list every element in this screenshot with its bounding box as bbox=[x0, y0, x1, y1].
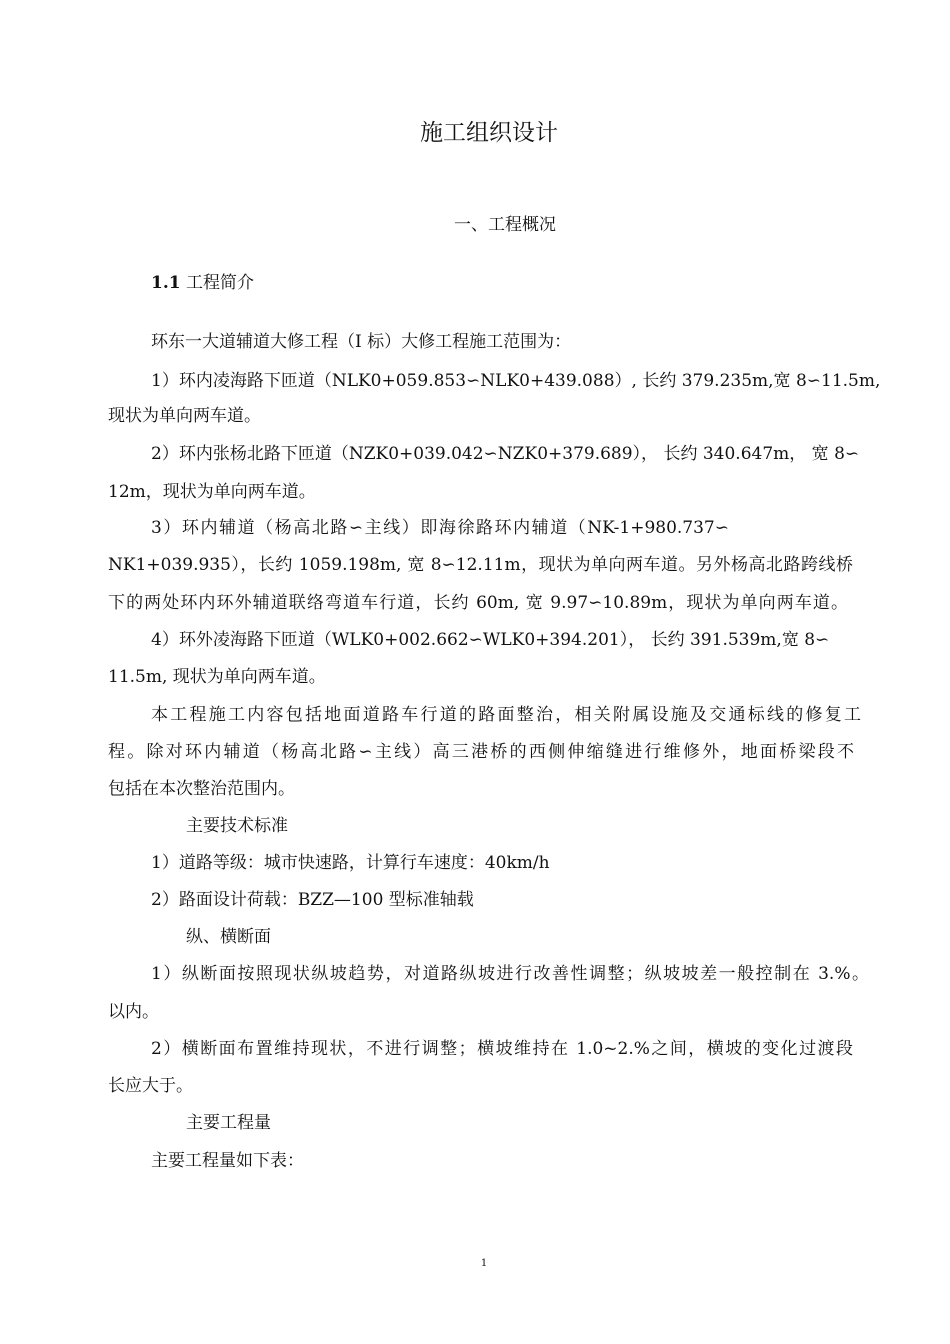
page-number: 1 bbox=[480, 1258, 488, 1269]
paragraph-line: 包括在本次整治范围内。 bbox=[108, 779, 295, 799]
paragraph-line: 11.5m, 现状为单向两车道。 bbox=[108, 667, 326, 687]
paragraph-line: 长应大于。 bbox=[108, 1076, 193, 1096]
paragraph-line: 1）道路等级：城市快速路，计算行车速度：40km/h bbox=[151, 853, 550, 873]
paragraph-line: 2）路面设计荷载：BZZ—100 型标准轴载 bbox=[151, 890, 474, 910]
paragraph-line: 现状为单向两车道。 bbox=[108, 406, 261, 426]
paragraph-line: 本工程施工内容包括地面道路车行道的路面整治，相关附属设施及交通标线的修复工 bbox=[151, 705, 861, 725]
paragraph-line: 12m，现状为单向两车道。 bbox=[108, 482, 316, 502]
document-title: 施工组织设计 bbox=[420, 120, 558, 146]
subsection-title: 工程简介 bbox=[185, 273, 254, 293]
paragraph-line: NK1+039.935），长约 1059.198m, 宽 8∽12.11m，现状为单向两车道。另外杨高北路跨线桥 bbox=[108, 555, 853, 575]
paragraph-line: 2）横断面布置维持现状，不进行调整；横坡维持在 1.0~2.%之间，横坡的变化过渡段 bbox=[151, 1039, 853, 1059]
paragraph-line: 程。除对环内辅道（杨高北路∽主线）高三港桥的西侧伸缩缝进行维修外，地面桥梁段不 bbox=[108, 742, 854, 762]
section-heading: 主要技术标准 bbox=[186, 816, 288, 836]
paragraph-line: 环东一大道辅道大修工程（I 标）大修工程施工范围为： bbox=[151, 332, 572, 352]
subsection-heading bbox=[151, 272, 254, 294]
paragraph-line: 4）环外凌海路下匝道（WLK0+002.662∽WLK0+394.201）， 长约 391.539m,宽 8∽ bbox=[151, 630, 830, 650]
section-heading: 主要工程量 bbox=[186, 1113, 271, 1133]
paragraph-line: 3）环内辅道（杨高北路∽主线）即海徐路环内辅道（NK-1+980.737∽ bbox=[151, 518, 729, 538]
section-heading: 纵、横断面 bbox=[186, 927, 271, 947]
paragraph-line: 2）环内张杨北路下匝道（NZK0+039.042∽NZK0+379.689）， 长约 340.647m， 宽 8∽ bbox=[151, 444, 860, 464]
paragraph-line: 主要工程量如下表： bbox=[151, 1151, 304, 1171]
subsection-number: 1.1 bbox=[151, 273, 181, 293]
paragraph-line: 下的两处环内环外辅道联络弯道车行道，长约 60m, 宽 9.97∽10.89m，现状为单向两车道。 bbox=[108, 593, 848, 613]
paragraph-line: 1）纵断面按照现状纵坡趋势，对道路纵坡进行改善性调整；纵坡坡差一般控制在 3.%。 bbox=[151, 964, 869, 984]
paragraph-line: 以内。 bbox=[108, 1002, 159, 1022]
paragraph-line: 1）环内凌海路下匝道（NLK0+059.853∽NLK0+439.088）, 长约 379.235m,宽 8∽11.5m, bbox=[151, 371, 881, 391]
section-heading: 一、工程概况 bbox=[454, 215, 556, 235]
